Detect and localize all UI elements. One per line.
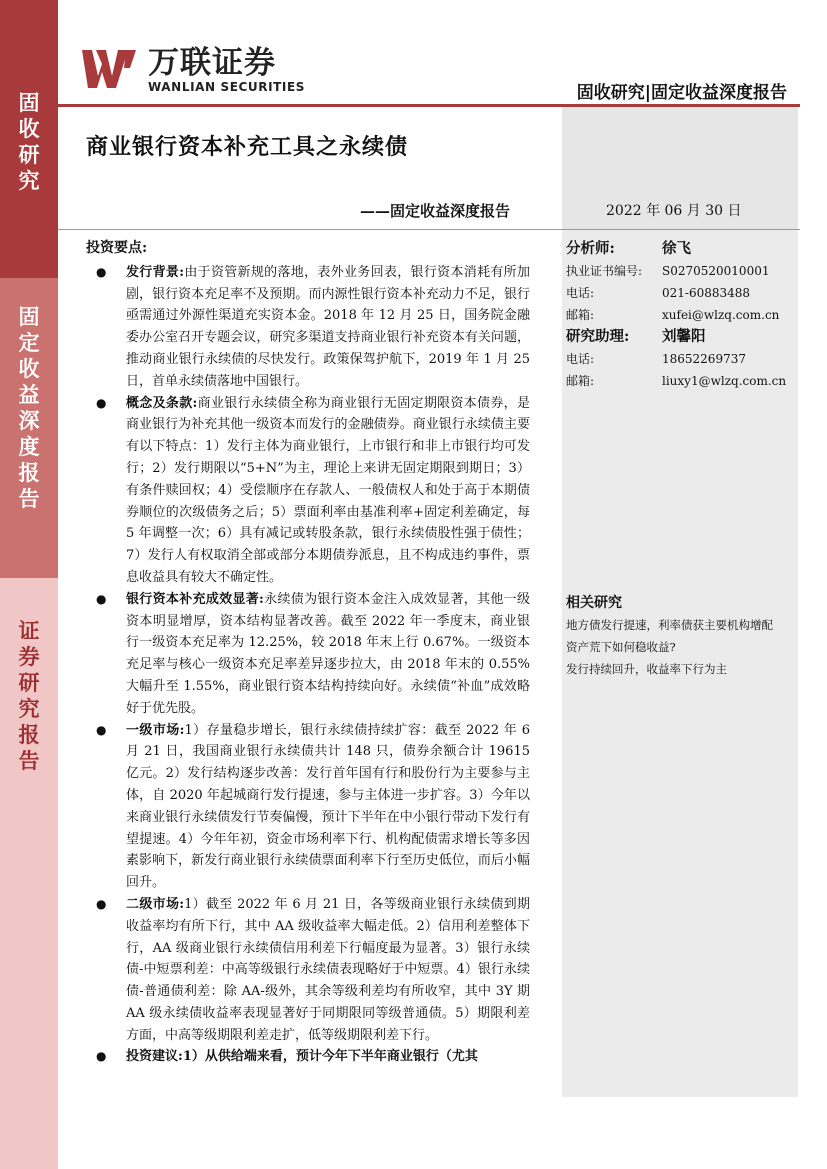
header-category: 固收研究|固定收益深度报告 — [576, 83, 787, 103]
assistant-contact-rows — [566, 348, 796, 392]
analyst-header — [566, 238, 796, 260]
contact-value: 18652269737 — [662, 352, 746, 366]
band-segment-securities-research — [0, 578, 58, 1169]
key-point-lead: 投资建议: — [126, 1049, 183, 1065]
key-point-item — [86, 720, 530, 894]
analyst-name: 徐飞 — [662, 240, 691, 257]
assistant-header — [566, 326, 796, 348]
key-point-text: 1）截至 2022 年 6 月 21 日，各等级商业银行永续债到期收益率均有所下行，其中 AA 级收益率大幅走低。2）信用利差整体下行，AA 级商业银行永续债信用利差下行幅度最为显著。3）银行永续债-中短票利差：中高等级银行永续债表现略好于中短票。4）银行永续债-普通债利差：除 AA-级外，其余等级利差均有所收窄，其中 3Y 期 AA 级永续债收益率表现显著好于同期限同等级普通债。5）期限利差方面，中高等级期限利差走扩，低等级期限利差下行。 — [126, 896, 530, 1043]
contact-value: S0270520010001 — [662, 264, 770, 278]
key-point-lead: 概念及条款: — [126, 395, 198, 411]
contact-value: liuxy1@wlzq.com.cn — [662, 374, 787, 388]
key-points-list — [86, 262, 530, 1068]
band-segment-report-type — [0, 278, 58, 578]
analyst-info — [566, 238, 796, 392]
contact-row — [566, 348, 796, 370]
related-research-list — [566, 614, 798, 680]
key-point-item — [86, 262, 530, 393]
title-divider — [58, 229, 800, 230]
wanlian-logo-icon — [82, 46, 136, 90]
key-points-title: 投资要点: — [86, 240, 148, 256]
report-subtitle: ——固定收益深度报告 — [360, 202, 511, 220]
contact-row — [566, 304, 796, 326]
contact-row — [566, 282, 796, 304]
contact-row — [566, 260, 796, 282]
contact-label: 邮箱: — [566, 374, 595, 388]
assistant-label: 研究助理: — [566, 328, 630, 345]
bullet-dot-icon: ● — [96, 722, 107, 737]
key-point-item — [86, 393, 530, 589]
related-research-item[interactable]: 资产荒下如何稳收益? — [566, 640, 676, 654]
contact-label: 邮箱: — [566, 308, 595, 322]
bullet-dot-icon: ● — [96, 591, 107, 606]
related-research — [566, 592, 798, 680]
key-point-text: 商业银行永续债全称为商业银行无固定期限资本债券，是商业银行为补充其他一级资本而发行的金融债券。商业银行永续债主要有以下特点：1）发行主体为商业银行，上市银行和非上市银行均可发行；2）发行期限以“5+N”为主，理论上来讲无固定期限到期日；3）有条件赎回权；4）受偿顺序在存款人、一般债权人和处于高于本期债券顺位的次级债务之后；5）票面利率由基准利率+固定利差确定，每 5 年调整一次；6）具有减记或转股条款，银行永续债股性强于债性；7）发行人有权取消全部或部分本期债券派息，且不构成违约事件，票息收益具有较大不确定性。 — [126, 395, 530, 585]
contact-label: 电话: — [566, 352, 595, 366]
contact-label: 电话: — [566, 286, 595, 300]
contact-value: 021-60883488 — [662, 286, 751, 300]
bullet-dot-icon: ● — [96, 395, 107, 410]
band-segment-fixed-income — [0, 0, 58, 278]
logo-chinese-name: 万联证券 — [148, 45, 276, 81]
assistant-name: 刘馨阳 — [662, 328, 706, 345]
related-research-item[interactable]: 地方债发行提速，利率债获主要机构增配 — [566, 618, 773, 632]
band-label-report-type: 固 定 收 益 深 度 报 告 — [18, 305, 40, 511]
analyst-label: 分析师: — [566, 240, 615, 257]
key-point-item — [86, 1046, 530, 1068]
key-point-lead: 一级市场: — [126, 722, 185, 738]
contact-label: 执业证书编号: — [566, 264, 643, 278]
key-point-text: 1）存量稳步增长，银行永续债持续扩容：截至 2022 年 6 月 21 日，我国商业银行永续债共计 148 只，债券余额合计 19615 亿元。2）发行结构逐步改善：发行首年国有行和股份行为主要参与主体，自 2020 年起城商行发行提速，参与主体进一步扩容。3）今年以来商业银行永续债发行节奏偏慢，预计下半年在中小银行带动下发行有望提速。4）今年年初，资金市场利率下行、机构配债需求增长等多因素影响下，新发行商业银行永续债票面利率下行至历史低位，而后小幅回升。 — [126, 722, 530, 891]
related-research-item[interactable]: 发行持续回升，收益率下行为主 — [566, 662, 727, 676]
contact-row — [566, 370, 796, 392]
analyst-contact-rows — [566, 260, 796, 326]
report-title: 商业银行资本补充工具之永续债 — [86, 134, 409, 160]
band-label-securities-research: 证 券 研 究 报 告 — [18, 619, 40, 773]
key-point-lead: 发行背景: — [126, 264, 185, 280]
key-point-text: 永续债为银行资本金注入成效显著，其他一级资本明显增厚，资本结构显著改善。截至 2022 年一季度末，商业银行一级资本充足率为 12.25%，较 2018 年末上行 0.67%。一级资本充足率与核心一级资本充足率差异逐步拉大，由 2018 年末的 0.55%大幅升至 1.55%，商业银行资本结构持续向好。永续债“补血”成效略好于优先股。 — [126, 591, 530, 716]
related-research-title: 相关研究 — [566, 595, 622, 611]
left-side-band — [0, 0, 58, 1169]
bullet-dot-icon: ● — [96, 264, 107, 279]
band-label-fixed-income: 固 收 研 究 — [18, 91, 40, 193]
bullet-dot-icon: ● — [96, 1049, 107, 1064]
key-point-text: 1）从供给端来看，预计今年下半年商业银行（尤其 — [182, 1049, 478, 1065]
key-point-lead: 银行资本补充成效显著: — [126, 591, 264, 607]
logo-english-name: WANLIAN SECURITIES — [148, 80, 306, 94]
key-point-item — [86, 894, 530, 1047]
report-date: 2022 年 06 月 30 日 — [606, 203, 742, 219]
contact-value: xufei@wlzq.com.cn — [662, 308, 780, 322]
key-point-item — [86, 589, 530, 720]
key-point-lead: 二级市场: — [126, 896, 185, 912]
key-points-section — [86, 238, 530, 1068]
key-point-text: 由于资管新规的落地，表外业务回表，银行资本消耗有所加剧，银行资本充足率不及预期。而内源性银行资本补充动力不足，银行亟需通过外源性渠道充实资本金。2018 年 12 月 25 日，国务院金融委办公室召开专题会议，研究多渠道支持商业银行补充资本有关问题，推动商业银行永续债的尽快发行。政策保驾护航下，2019 年 1 月 25 日，首单永续债落地中国银行。 — [126, 264, 530, 389]
bullet-dot-icon: ● — [96, 896, 107, 911]
